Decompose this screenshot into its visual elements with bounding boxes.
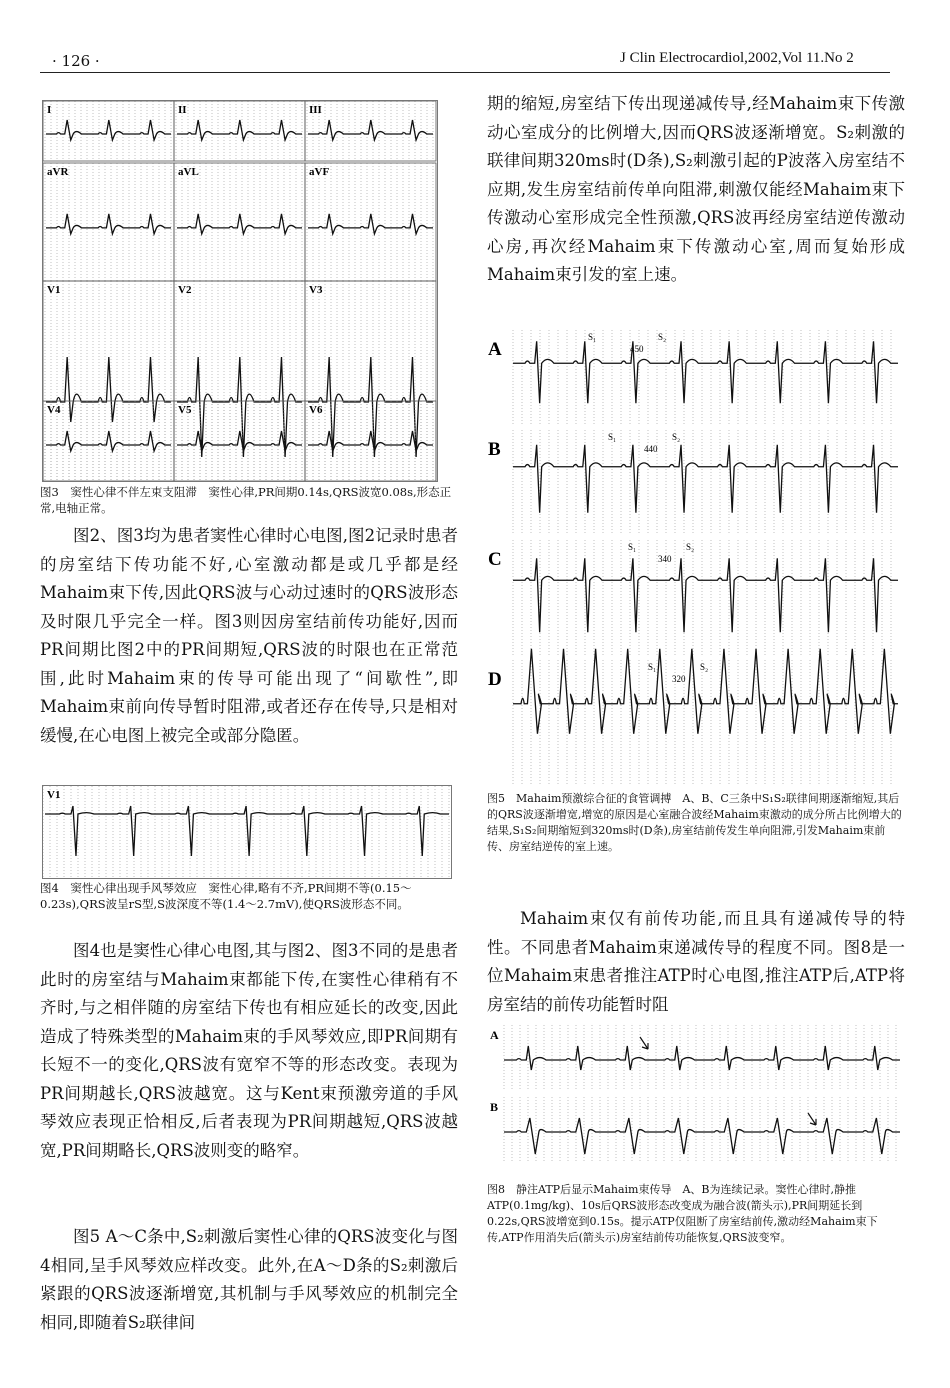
figure-8-ecg — [490, 1025, 902, 1175]
lead-panel — [305, 163, 436, 281]
strip-label: A — [490, 1028, 499, 1042]
lead-label: V1 — [47, 284, 61, 296]
paragraph-2: 图4也是窦性心律心电图,其与图2、图3不同的是患者此时的房室结与Mahaim束都能下传,在窦性心律稍有不齐时,与之相伴随的房室结下传也有相应延长的改变,因此造成了特殊类型的Mahaim束的手风琴效应,即PR间期有长短不一的变化,QRS波有宽窄不等的形态改变。表现为PR间期越长,QRS波越宽。这与Kent束预激旁道的手风琴效应表现正恰相反,后者表现为PR间期越短,QRS波越宽,PR间期略长,QRS波则变的略窄。 — [40, 941, 458, 1160]
ecg-grid — [513, 330, 891, 425]
strip-label: D — [488, 669, 502, 690]
ecg-trace — [513, 341, 898, 403]
ecg-trace — [46, 431, 171, 451]
lead-panel — [43, 401, 174, 481]
lead-label: aVF — [309, 166, 330, 178]
strip-label: B — [488, 439, 501, 460]
lead-label: V5 — [178, 404, 192, 416]
ecg-trace — [308, 214, 433, 234]
lead-label: aVL — [178, 166, 199, 178]
page-number: · 126 · — [52, 52, 100, 70]
figure-3-ecg — [42, 100, 438, 482]
ecg-grid — [513, 430, 891, 535]
s1-marker-label: S₁ — [588, 332, 597, 342]
figure-4-ecg — [42, 785, 452, 879]
interval-label: 450 — [630, 344, 644, 354]
ecg-trace — [177, 120, 302, 140]
figure-8-caption: 图8 静注ATP后显示Mahaim束传导 A、B为连续记录。窦性心律时,静推ATP(0.1mg/kg)、10s后QRS波形态改变成为融合波(箭头示),PR间期延长到0.22s,QRS波增宽到0.15s。提示ATP仅阻断了房室结前传,激动经Mahaim束下传,ATP作用消失后(箭头示)房室结前传功能恢复,QRS波变窄。 — [487, 1183, 878, 1244]
lead-panel — [174, 163, 305, 281]
paragraph-3: 图5 A～C条中,S₂刺激后窦性心律的QRS波变化与图4相同,呈手风琴效应样改变。此外,在A～D条的S₂刺激后紧跟的QRS波逐渐增宽,其机制与手风琴效应的机制完全相同,即随着S₂联律间 — [40, 1227, 458, 1332]
lead-label: V2 — [178, 284, 192, 296]
ecg-trace — [504, 1046, 900, 1070]
interval-label: 320 — [672, 674, 686, 684]
s2-marker-label: S₂ — [686, 542, 695, 552]
s2-marker-label: S₂ — [658, 332, 667, 342]
lead-panel — [43, 163, 174, 281]
lead-label: V4 — [47, 404, 61, 416]
lead-label: V1 — [47, 789, 61, 801]
ecg-trace — [46, 120, 171, 140]
paragraph-4: 期的缩短,房室结下传出现递减传导,经Mahaim束下传激动心室成分的比例增大,因而QRS波逐渐增宽。S₂刺激的联律间期320ms时(D条),S₂刺激引起的P波落入房室结不应期,发生房室结前传单向阻滞,刺激仅能经Mahaim束下传激动心室形成完全性预激,QRS波再经房室结逆传激动心房,再次经Mahaim束下传激动心室,周而复始形成Mahaim束引发的室上速。 — [487, 94, 905, 284]
s1-marker-label: S₁ — [608, 432, 617, 442]
strip-label: B — [490, 1100, 499, 1114]
figure-5-ecg — [488, 322, 902, 788]
figure-3-caption: 图3 窦性心律不伴左束支阻滞 窦性心律,PR间期0.14s,QRS波宽0.08s,形态正常,电轴正常。 — [40, 485, 452, 515]
ecg-trace — [308, 431, 433, 451]
ecg-trace — [513, 558, 898, 632]
lead-label: V6 — [309, 404, 323, 416]
interval-label: 340 — [658, 554, 672, 564]
ecg-trace — [177, 431, 302, 451]
interval-label: 440 — [644, 444, 658, 454]
ecg-grid — [43, 786, 449, 878]
ecg-trace — [504, 1118, 900, 1154]
ecg-grid — [513, 660, 891, 785]
arrow-icon — [640, 1037, 648, 1049]
ecg-grid — [513, 540, 891, 655]
lead-label: aVR — [47, 166, 69, 178]
ecg-trace — [308, 120, 433, 140]
lead-panel — [174, 101, 305, 161]
paragraph-1: 图2、图3均为患者窦性心律时心电图,图2记录时患者的房室结下传功能不好,心室激动都是或几乎都是经Mahaim束下传,因此QRS波与心动过速时的QRS波形态及时限几乎完全一样。图3则因房室结前传功能好,因而PR间期比图2中的PR间期短,QRS波的时限也在正常范围,此时Mahaim束的传导可能出现了“间歇性”,即Mahaim束前向传导暂时阻滞,或者还存在传导,只是相对缓慢,在心电图上被完全或部分隐匿。 — [40, 526, 458, 745]
ecg-trace — [46, 357, 171, 422]
s2-marker-label: S₂ — [672, 432, 681, 442]
figure-4-caption: 图4 窦性心律出现手风琴效应 窦性心律,略有不齐,PR间期不等(0.15～0.23s),QRS波呈rS型,S波深度不等(1.4～2.7mV),使QRS波形态不同。 — [40, 881, 412, 911]
journal-citation: J Clin Electrocardiol,2002,Vol 11.No 2 — [620, 50, 854, 66]
lead-label: II — [178, 104, 187, 116]
header-rule — [40, 72, 890, 73]
ecg-trace — [45, 806, 449, 856]
s1-marker-label: S₁ — [648, 662, 657, 672]
lead-label: V3 — [309, 284, 323, 296]
s2-marker-label: S₂ — [700, 662, 709, 672]
strip-label: C — [488, 549, 502, 570]
lead-panel — [305, 101, 436, 161]
lead-label: III — [309, 104, 322, 116]
lead-panel — [43, 101, 174, 161]
ecg-trace — [177, 214, 302, 234]
strip-label: A — [488, 339, 502, 360]
arrow-icon — [808, 1113, 816, 1125]
s1-marker-label: S₁ — [628, 542, 637, 552]
lead-label: I — [47, 104, 52, 116]
paragraph-5: Mahaim束仅有前传功能,而且具有递减传导的特性。不同患者Mahaim束递减传导的程度不同。图8是一位Mahaim束患者推注ATP时心电图,推注ATP后,ATP将房室结的前传功能暂时阻 — [487, 909, 905, 1014]
ecg-trace — [46, 214, 171, 234]
figure-5-caption: 图5 Mahaim预激综合征的食管调搏 A、B、C三条中S₁S₂联律间期逐渐缩短,其后的QRS波逐渐增宽,增宽的原因是心室融合波经Mahaim束激动的成分所占比例增大的结果,S₁S₂间期缩短到320ms时(D条),房室结前传发生单向阻滞,引发Mahaim束前传、房室结逆传的室上速。 — [487, 792, 902, 853]
ecg-trace — [513, 445, 898, 513]
